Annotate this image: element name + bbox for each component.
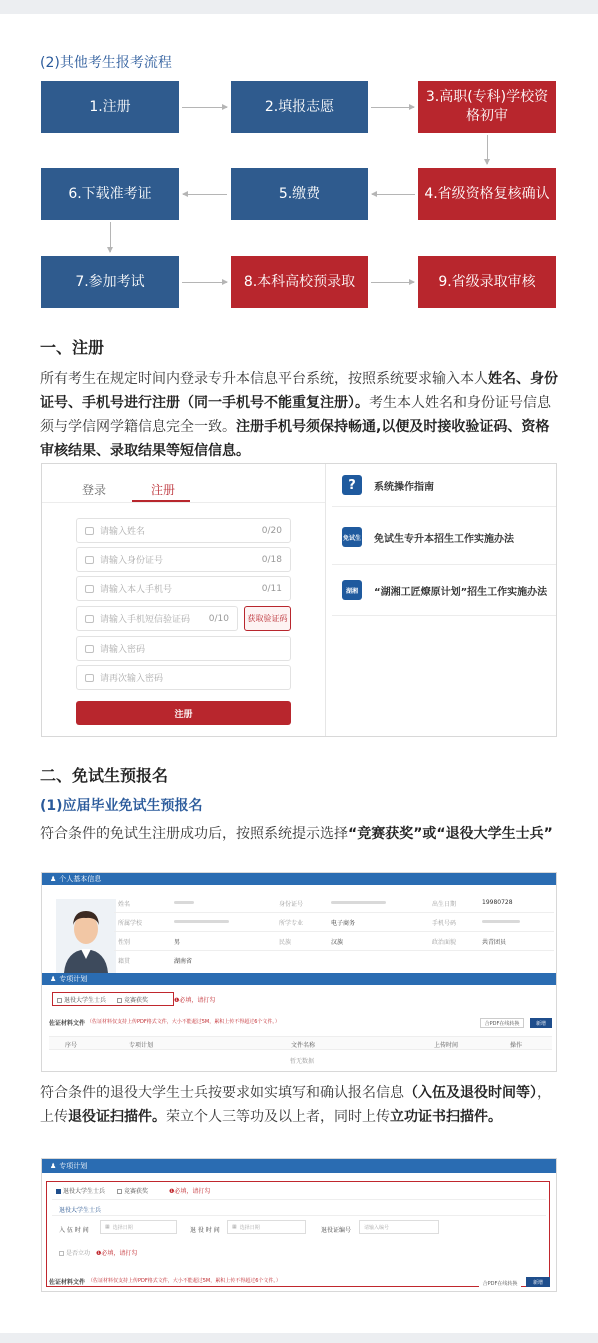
checkbox-icon [117,1189,122,1194]
school-value-redacted [174,920,229,923]
top-band [0,0,598,14]
guide-label: 免试生专升本招生工作实施办法 [374,533,514,545]
para-text: 荣立个人三等功及以上者，同时上传 [166,1109,390,1125]
arrow-right-icon [371,107,414,108]
document-icon: 免试生 [342,527,362,547]
option-label: 退役大学生士兵 [63,1188,106,1195]
field-count: 0/18 [261,554,282,565]
retire-label: 退 役 时 间 [190,1227,220,1234]
para-bold: （入伍及退役时间等） [404,1085,537,1101]
field-placeholder: 请再次输入密码 [100,674,164,684]
major-value: 电子商务 [331,920,356,927]
pdf-merge-button[interactable]: 合PDF在线转换 [479,1278,521,1288]
field-placeholder: 请输入手机短信验证码 [100,615,191,625]
flow-step-7: 7.参加考试 [41,256,179,308]
label-political-status: 政治面貌 [432,939,457,946]
section2-paragraph1 [40,822,560,870]
info-header [42,873,556,885]
doc-table-header [49,1036,552,1050]
arrow-down-icon [487,135,488,164]
section2-paragraph2 [40,1081,560,1153]
guide-item[interactable] [332,576,557,604]
pdf-merge-button[interactable]: 合PDF在线转换 [480,1018,524,1028]
personal-info-screenshot [41,872,557,1072]
divider [332,506,557,507]
field-placeholder: 请输入姓名 [100,527,146,537]
option-retired-soldier[interactable] [56,1186,105,1195]
para-bold: 姓名、身份证号、手机号进行注册（同一手机号不能重复注册）。 [40,371,558,411]
guide-label: “湖湘工匠燎原计划”招生工作实施办法 [374,586,548,598]
user-icon: ♟ [50,875,57,883]
tab-divider [42,502,325,503]
user-icon: ♟ [50,975,57,983]
para-text: 符合条件的退役大学生士兵按要求如实填写和确认报名信息 [40,1085,404,1101]
special-plan-header [42,1159,556,1173]
native-place-value: 湖南省 [174,958,193,965]
para-text: 考生本人姓名和身份证号信息须与学信网学籍信息完全一致。 [40,395,551,435]
political-status-value: 共青团员 [482,939,507,946]
flow-step-9: 9.省级录取审核 [418,256,556,308]
label-school: 所属学校 [118,920,143,927]
option-competition[interactable] [117,995,148,1004]
option-label: 竞赛获奖 [124,1188,149,1195]
arrow-down-icon [110,222,111,252]
arrow-right-icon [182,282,227,283]
section1-paragraph [40,367,560,463]
calendar-icon: ▦ [105,1224,110,1230]
para-bold: 注册手机号须保持畅通,以便及时接收验证码、资格审核结果、录取结果等短信信息。 [40,419,550,459]
label-birth-date: 出生日期 [432,901,457,908]
flow-step-8: 8.本科高校预录取 [231,256,368,308]
flow-step-5: 5.缴费 [231,168,368,220]
checkbox-icon [59,1251,64,1256]
guide-item[interactable] [332,523,557,551]
merit-warning: ❶必填，请打勾 [96,1250,138,1257]
cert-label: 退役证编号 [321,1227,352,1234]
doc-label: 佐证材料文件 [49,1279,86,1286]
phone-value-redacted [482,920,520,923]
flow-title: (2)其他考生报考流程 [40,55,172,71]
doc-note: （佐证材料仅支持上传PDF格式文件，大小不能超过5M，累积上传不得超过6个文件。） [88,1278,281,1284]
password-input[interactable] [76,636,291,661]
para-bold: 立功证书扫描件。 [390,1109,502,1125]
document-icon: 湖湘 [342,580,362,600]
input-placeholder: 选择日期 [112,1224,133,1231]
avatar [56,899,116,973]
header-label: 个人基本信息 [59,875,102,883]
special-plan-screenshot [41,1158,557,1292]
label-name: 姓名 [118,901,131,908]
register-button[interactable]: 注册 [76,701,291,725]
col-plan: 专项计划 [129,1042,154,1049]
sms-icon [85,615,94,623]
flow-step-1: 1.注册 [41,81,179,133]
option-label: 竞赛获奖 [124,997,149,1004]
required-warning: ❶必填，请打勾 [169,1188,211,1195]
phone-icon [85,585,94,593]
doc-label: 佐证材料文件 [49,1020,86,1027]
divider [52,1199,546,1200]
arrow-left-icon [372,194,415,195]
phone-input[interactable] [76,576,291,601]
para-text: 所有考生在规定时间内登录专升本信息平台系统，按照系统要求输入本人 [40,371,488,387]
special-plan-header [42,973,556,985]
field-count: 0/20 [261,525,282,536]
cert-number-input[interactable]: 请输入编号 [359,1220,439,1234]
id-value-redacted [331,901,386,904]
section2-heading: 二、免试生预报名 [40,766,169,785]
confirm-password-input[interactable] [76,665,291,690]
checkbox-icon [57,998,62,1003]
guide-item[interactable] [332,472,557,498]
bottom-band [0,1333,598,1343]
field-placeholder: 请输入密码 [100,645,146,655]
divider [332,615,557,616]
get-code-button[interactable]: 获取验证码 [244,606,291,631]
header-label: 专项计划 [59,975,88,983]
user-icon [85,527,94,535]
option-label: 退役大学生士兵 [64,997,107,1004]
merit-label: 是否立功 [66,1250,91,1257]
enlist-label: 入 伍 时 间 [59,1227,89,1234]
guide-label: 系统操作指南 [374,481,434,493]
arrow-right-icon [371,282,414,283]
col-index: 序号 [65,1042,78,1049]
guide-panel [332,464,557,737]
empty-text: 暂无数据 [290,1058,315,1065]
sms-code-input[interactable] [76,606,238,631]
field-count: 0/11 [261,583,282,594]
input-placeholder: 选择日期 [239,1224,260,1231]
name-value-redacted [174,901,194,904]
panel-divider [325,464,326,737]
field-placeholder: 请输入身份证号 [100,556,164,566]
col-action: 操作 [510,1042,523,1049]
id-number-input[interactable] [76,547,291,572]
enlist-date-input[interactable] [100,1220,177,1234]
ethnicity-value: 汉族 [331,939,344,946]
label-major: 所学专业 [279,920,304,927]
lock-icon [85,645,94,653]
highlight-box [46,1181,550,1287]
divider [332,564,557,565]
section-label: 退役大学生士兵 [59,1207,102,1214]
gender-value: 男 [174,939,181,946]
section2-subheading: (1)应届毕业免试生预报名 [40,798,203,814]
id-card-icon [85,556,94,564]
section1-heading: 一、注册 [40,338,105,357]
register-screenshot [41,463,557,737]
merit-checkbox[interactable] [59,1248,90,1257]
para-text: ，上传 [40,1085,551,1125]
checkbox-checked-icon [56,1189,61,1194]
doc-note: （佐证材料仅支持上传PDF格式文件，大小不能超过5M，累积上传不得超过6个文件。） [87,1019,280,1025]
info-table [114,893,554,971]
para-bold: “竞赛获奖”或“退役大学生士兵” [348,826,553,842]
flow-step-2: 2.填报志愿 [231,81,368,133]
flow-step-6: 6.下载准考证 [41,168,179,220]
tab-register[interactable]: 注册 [151,483,176,497]
flow-step-4: 4.省级资格复核确认 [418,168,556,220]
required-warning: ❶必填，请打勾 [174,997,216,1004]
label-phone: 手机号码 [432,920,457,927]
label-native-place: 籍贯 [118,958,131,965]
birth-date-value: 19980728 [482,899,513,906]
user-icon: ♟ [50,1162,57,1170]
tab-login[interactable]: 登录 [82,483,107,497]
para-text: 符合条件的免试生注册成功后，按照系统提示选择 [40,826,348,842]
add-button[interactable]: 新增 [530,1018,552,1028]
col-file-name: 文件名称 [291,1042,316,1049]
name-input[interactable] [76,518,291,543]
option-retired-soldier[interactable] [57,995,106,1004]
col-upload-time: 上传时间 [434,1042,459,1049]
header-label: 专项计划 [59,1162,88,1170]
label-ethnicity: 民族 [279,939,292,946]
add-button[interactable]: 新增 [526,1277,550,1287]
field-count: 0/10 [208,613,229,624]
label-gender: 性别 [118,939,131,946]
flow-step-3: 3.高职(专科)学校资格初审 [418,81,556,133]
calendar-icon: ▦ [232,1224,237,1230]
checkbox-icon [117,998,122,1003]
lock-icon [85,674,94,682]
divider [52,1215,546,1216]
label-id-number: 身份证号 [279,901,304,908]
arrow-left-icon [183,194,227,195]
retire-date-input[interactable] [227,1220,306,1234]
help-icon: ? [342,475,362,495]
arrow-right-icon [182,107,227,108]
para-bold: 退役证扫描件。 [68,1109,166,1125]
field-placeholder: 请输入本人手机号 [100,585,173,595]
option-competition[interactable] [117,1186,148,1195]
